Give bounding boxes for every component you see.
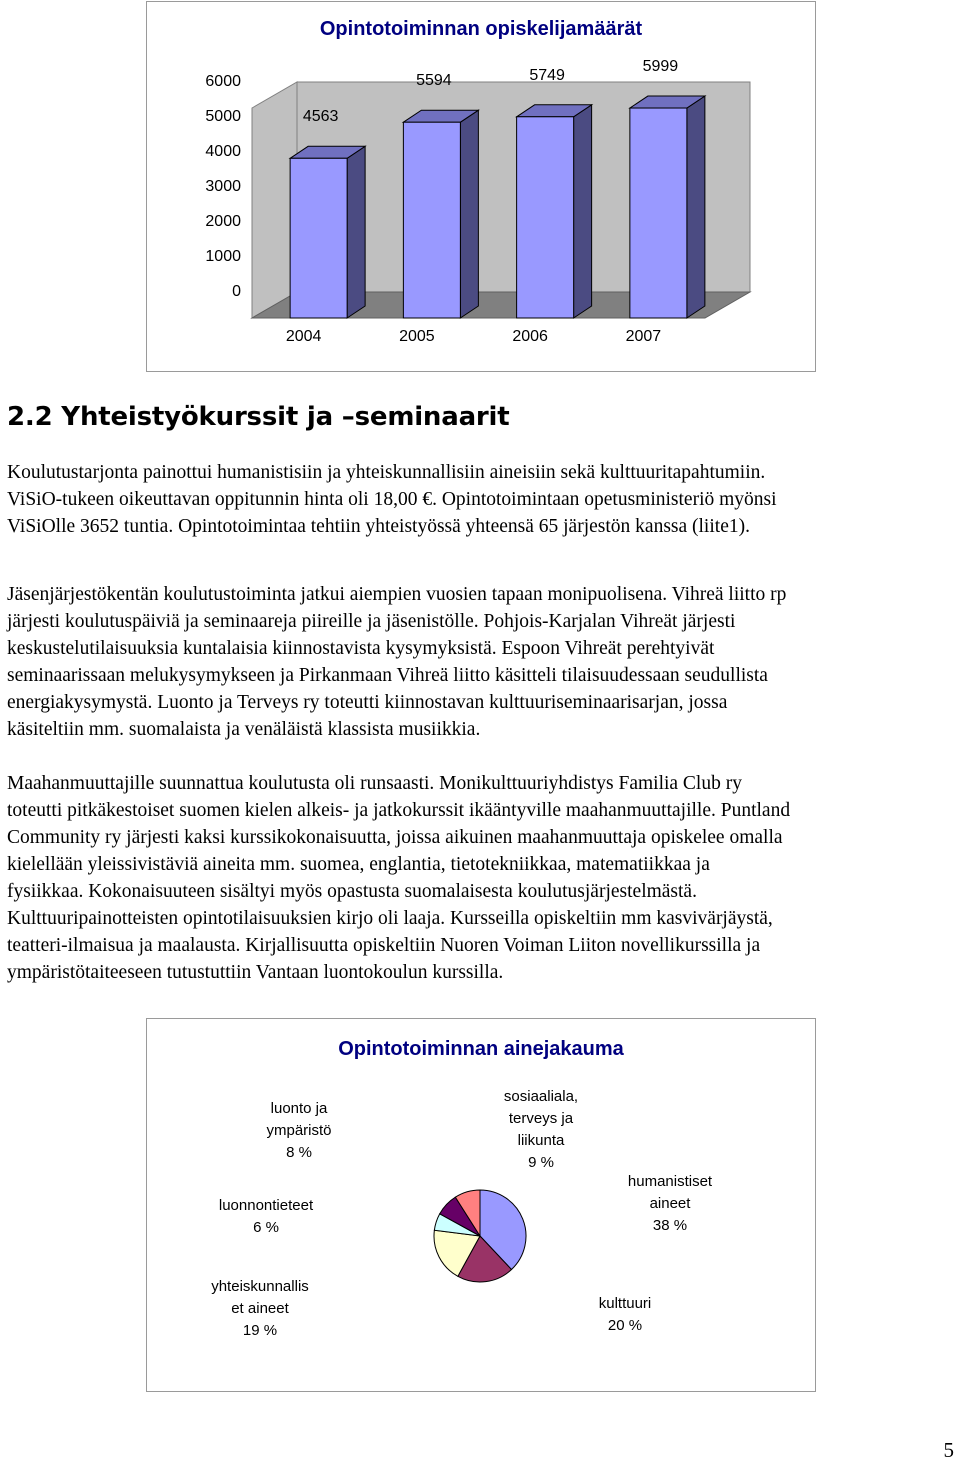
- paragraph-line: ViSiO-tukeen oikeuttavan oppitunnin hinta oli 18,00 €. Opintotoimintaan opetusministeriö myönsi: [7, 489, 777, 510]
- bar-data-label: 5999: [642, 58, 679, 76]
- paragraph-line: Maahanmuuttajille suunnattua koulutusta oli runsaasti. Monikulttuuriyhdistys Familia Club ry: [7, 773, 742, 794]
- paragraph-line: keskustelutilaisuuksia kuntalaisia kiinnostavista kysymyksistä. Espoon Vihreät perehtyivät: [7, 638, 715, 659]
- paragraph-3: [7, 770, 957, 986]
- bar-chart-plot: [147, 2, 815, 371]
- y-tick-label: 6000: [205, 73, 241, 90]
- paragraph-1: [7, 459, 957, 540]
- bar-data-label: 4563: [302, 108, 339, 126]
- pie-label-yhteiskunnallis: yhteiskunnallis et aineet 19 %: [211, 1278, 309, 1339]
- pie-label-luonto: luonto ja ympäristö 8 %: [266, 1100, 332, 1161]
- bar-side: [574, 105, 592, 318]
- y-tick-label: 2000: [205, 213, 241, 230]
- section-heading: 2.2 Yhteistyökurssit ja –seminaarit: [7, 402, 510, 432]
- x-tick-label: 2004: [285, 328, 322, 345]
- paragraph-line: Koulutustarjonta painottui humanistisiin ja yhteiskunnallisiin aineisiin sekä kulttuuritapahtumiin.: [7, 462, 766, 483]
- paragraph-line: käsiteltiin mm. suomalaista ja venäläistä klassista musiikkia.: [7, 719, 481, 740]
- pie-label-sosiaali: sosiaaliala, terveys ja liikunta 9 %: [503, 1088, 579, 1171]
- y-tick-label: 3000: [205, 178, 241, 195]
- bar-side: [460, 110, 478, 318]
- bar-side: [347, 146, 365, 318]
- paragraph-line: fysiikkaa. Kokonaisuuteen sisältyi myös opastusta suomalaisesta koulutusjärjestelmästä.: [7, 881, 697, 902]
- y-tick-label: 4000: [205, 143, 241, 160]
- paragraph-line: ViSiOlle 3652 tuntia. Opintotoimintaa tehtiin yhteistyössä yhteensä 65 järjestön kanssa (liite1).: [7, 516, 750, 537]
- bar-chart: [146, 1, 816, 372]
- x-tick-label: 2005: [399, 328, 435, 345]
- pie-chart-title: Opintotoiminnan ainejakauma: [338, 1038, 624, 1060]
- pie-label-kulttuuri: kulttuuri 20 %: [598, 1295, 652, 1334]
- bar: [630, 108, 687, 318]
- paragraph-line: energiakysymystä. Luonto ja Terveys ry toteutti kiinnostavan kulttuuriseminaarisarjan, jossa: [7, 692, 728, 713]
- bar: [403, 122, 460, 318]
- y-tick-label: 5000: [205, 108, 241, 125]
- bar-chart-title: Opintotoiminnan opiskelijamäärät: [319, 18, 643, 40]
- paragraph-line: järjesti koulutuspäiviä ja seminaareja piireille ja jäsenistölle. Pohjois-Karjalan Vihreät järjesti: [7, 611, 736, 632]
- pie-label-humanistiset: humanistiset aineet 38 %: [627, 1173, 713, 1234]
- paragraph-2: [7, 581, 957, 743]
- bar-data-label: 5749: [529, 66, 565, 84]
- pie-chart: [146, 1018, 816, 1392]
- bar: [290, 158, 347, 318]
- page-number: 5: [943, 1438, 954, 1462]
- paragraph-line: teatteri-ilmaisua ja maalausta. Kirjallisuutta opiskeltiin Nuoren Voiman Liiton novellikurssilla ja: [7, 935, 761, 956]
- paragraph-line: toteutti pitkäkestoiset suomen kielen alkeis- ja jatkokurssit ikääntyville maahanmuuttajille. Puntland: [7, 800, 791, 821]
- paragraph-line: seminaarissaan melukysymykseen ja Pirkanmaan Vihreä liitto käsitteli tilaisuudessaan seudullista: [7, 665, 768, 686]
- y-tick-label: 0: [232, 283, 241, 300]
- y-tick-label: 1000: [205, 248, 241, 265]
- x-tick-label: 2006: [512, 328, 548, 345]
- bar: [517, 117, 574, 318]
- bar-data-label: 5594: [416, 72, 452, 90]
- paragraph-line: Jäsenjärjestökentän koulutustoiminta jatkui aiempien vuosien tapaan monipuolisena. Vihreä liitto rp: [7, 584, 787, 605]
- paragraph-line: kielellään yleissivistäviä aineita mm. suomea, englantia, tietotekniikkaa, matematiikkaa ja: [7, 854, 710, 875]
- paragraph-line: Kulttuuripainotteisten opintotilaisuuksien kirjo oli laaja. Kursseilla opiskeltiin mm kasvivärjäystä,: [7, 908, 773, 929]
- paragraph-line: Community ry järjesti kaksi kurssikokonaisuutta, joissa aikuinen maahanmuuttaja opiskelee omalla: [7, 827, 783, 848]
- bar-side: [687, 96, 705, 318]
- paragraph-line: ympäristötaiteeseen tutustuttiin Vantaan luontokoulun kurssilla.: [7, 962, 504, 983]
- x-tick-label: 2007: [625, 328, 662, 345]
- pie-label-luonnontieteet: luonnontieteet 6 %: [218, 1197, 314, 1236]
